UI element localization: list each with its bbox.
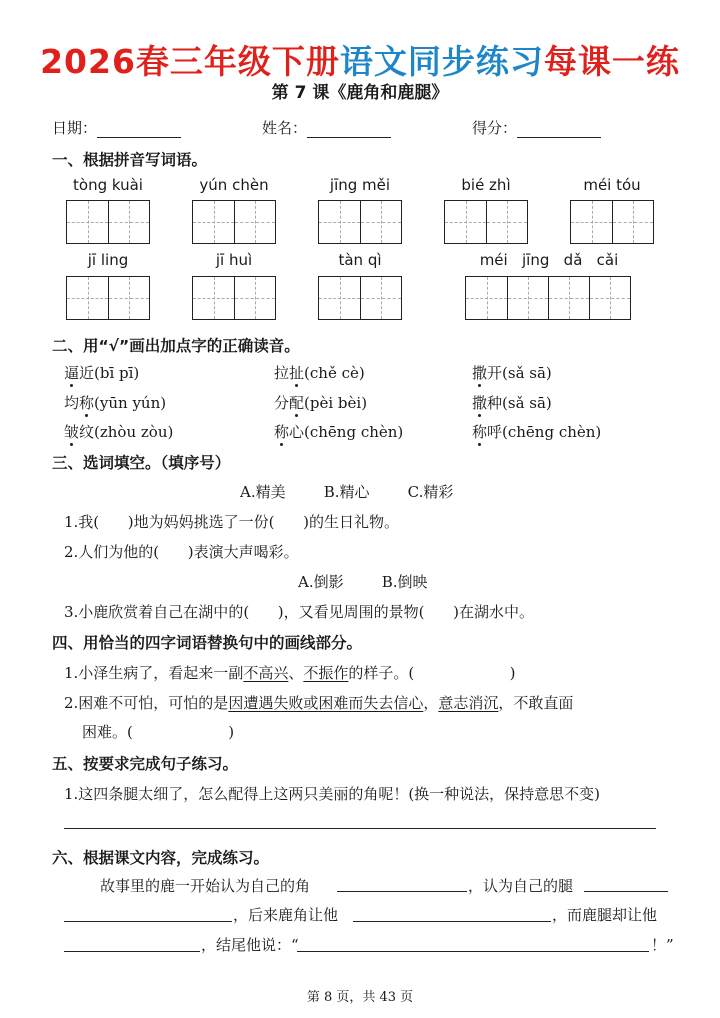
dotted-char: 皱: [64, 423, 80, 441]
answer-line[interactable]: [337, 891, 467, 892]
pinyin-label: tàn qì: [338, 251, 382, 269]
writing-grid[interactable]: [318, 200, 402, 244]
section2-heading: 二、用“√”画出加点字的正确读音。: [52, 337, 300, 355]
writing-grid[interactable]: [570, 200, 654, 244]
dotted-char: 撒: [472, 364, 488, 382]
reading-item[interactable]: 称心(chēng chèn): [274, 423, 404, 441]
sentence-question: 1.这四条腿太细了，怎么配得上这两只美丽的角呢！(换一种说法，保持意思不变): [64, 785, 601, 803]
dotted-char: 逼: [64, 364, 80, 382]
writing-grid[interactable]: [66, 200, 150, 244]
pinyin-label: méi jīng dǎ cǎi: [479, 251, 619, 269]
pinyin-label: yún chèn: [199, 176, 269, 194]
pinyin-label: méi tóu: [583, 176, 641, 194]
score-field[interactable]: [472, 117, 601, 138]
pinyin-label: tòng kuài: [73, 176, 143, 194]
section1-heading: 一、根据拼音写词语。: [52, 151, 208, 169]
underlined-phrase: 意志消沉: [438, 694, 499, 712]
reading-item[interactable]: 称呼(chēng chèn): [472, 423, 602, 441]
dotted-char: 称: [274, 423, 290, 441]
worksheet-title: [0, 36, 720, 83]
name-field[interactable]: [262, 117, 391, 138]
writing-grid-four[interactable]: [465, 276, 631, 320]
date-blank[interactable]: [97, 121, 181, 138]
answer-line[interactable]: [64, 921, 232, 922]
replace-question-cont[interactable]: 困难。( ): [82, 723, 235, 741]
reading-item[interactable]: 均称(yūn yún): [64, 394, 167, 412]
section5-heading: 五、按要求完成句子练习。: [52, 755, 239, 773]
answer-line[interactable]: [297, 951, 649, 952]
pinyin-label: jīng měi: [329, 176, 391, 194]
answer-line[interactable]: [64, 951, 200, 952]
page-number: 第 8 页，共 43 页: [306, 990, 414, 1005]
cloze-text: ，后来鹿角让他: [233, 906, 339, 924]
replace-question[interactable]: 2.困难不可怕，可怕的是因遭遇失败或困难而失去信心，意志消沉，不敢直面: [64, 694, 574, 712]
replace-question[interactable]: 1.小泽生病了，看起来一副不高兴、不振作的样子。( ): [64, 664, 516, 682]
writing-grid[interactable]: [444, 200, 528, 244]
reading-item[interactable]: 拉扯(chě cè): [274, 364, 365, 382]
score-blank[interactable]: [517, 121, 601, 138]
reading-item[interactable]: 撒开(sǎ sā): [472, 364, 552, 382]
cloze-text: 故事里的鹿一开始认为自己的角: [100, 877, 311, 895]
writing-grid[interactable]: [192, 276, 276, 320]
section3-heading: 三、选词填空。（填序号）: [52, 454, 231, 472]
writing-grid[interactable]: [66, 276, 150, 320]
cloze-text: ，而鹿腿却让他: [552, 906, 658, 924]
underlined-phrase: 不高兴: [243, 664, 289, 682]
reading-item[interactable]: 皱纹(zhòu zòu): [64, 423, 174, 441]
title-subject: 语文同步练习: [339, 42, 544, 81]
answer-line[interactable]: [353, 921, 551, 922]
reading-item[interactable]: 分配(pèi bèi): [274, 394, 368, 412]
dotted-char: 配: [289, 394, 305, 412]
reading-item[interactable]: 逼近(bī pī): [64, 364, 140, 382]
answer-line[interactable]: [584, 891, 668, 892]
fill-question[interactable]: 2.人们为他的( )表演大声喝彩。: [64, 543, 299, 561]
dotted-char: 撒: [472, 394, 488, 412]
lesson-title: 第 7 课《鹿角和鹿腿》: [271, 83, 449, 103]
cloze-text: ！”: [651, 936, 674, 954]
cloze-text: ，认为自己的腿: [468, 877, 574, 895]
writing-grid[interactable]: [192, 200, 276, 244]
section6-heading: 六、根据课文内容，完成练习。: [52, 849, 270, 867]
underlined-phrase: 不振作: [303, 664, 349, 682]
score-label: 得分：: [472, 119, 518, 137]
reading-item[interactable]: 撒种(sǎ sā): [472, 394, 552, 412]
date-field[interactable]: [52, 117, 181, 138]
date-label: 日期：: [52, 119, 98, 137]
underlined-phrase: 因遭遇失败或困难而失去信心: [228, 694, 424, 712]
name-blank[interactable]: [307, 121, 391, 138]
dotted-char: 称: [472, 423, 488, 441]
word-options: A.倒影 B.倒映: [298, 573, 428, 591]
dotted-char: 称: [79, 394, 95, 412]
title-grade: 2026春三年级下册: [40, 42, 340, 81]
pinyin-label: jī huì: [215, 251, 253, 269]
writing-grid[interactable]: [318, 276, 402, 320]
fill-question[interactable]: 3.小鹿欣赏着自己在湖中的( )，又看见周围的景物( )在湖水中。: [64, 603, 534, 621]
dotted-char: 扯: [289, 364, 305, 382]
pinyin-label: bié zhì: [461, 176, 511, 194]
word-options: A.精美 B.精心 C.精彩: [240, 483, 454, 501]
pinyin-label: jī ling: [87, 251, 129, 269]
title-daily: 每课一练: [543, 42, 680, 81]
name-label: 姓名：: [262, 119, 308, 137]
cloze-text: ，结尾他说：“: [201, 936, 299, 954]
section4-heading: 四、用恰当的四字词语替换句中的画线部分。: [52, 634, 363, 652]
fill-question[interactable]: 1.我( )地为妈妈挑选了一份( )的生日礼物。: [64, 513, 399, 531]
answer-line[interactable]: [64, 828, 656, 829]
